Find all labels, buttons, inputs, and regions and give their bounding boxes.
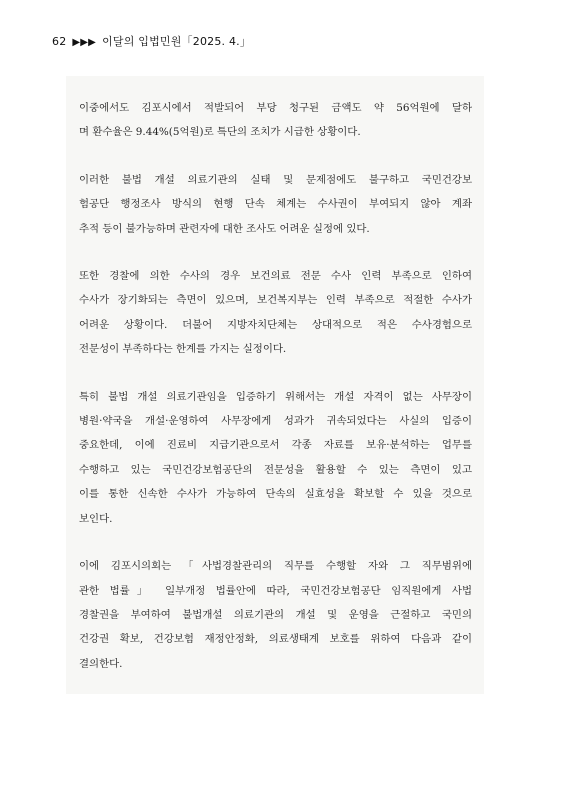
content-box xyxy=(66,76,484,694)
paragraph-line: 이에 김포시의회는 「사법경찰관리의 직무를 수행할 자와 그 직무범위에 xyxy=(79,560,472,573)
paragraph-4 xyxy=(79,385,472,531)
paragraph-line: 험공단 행정조사 방식의 현행 단속 체계는 수사권이 부여되지 않아 계좌 xyxy=(79,198,472,211)
publication-title: 이달의 입법민원「2025. 4.」 xyxy=(102,35,252,48)
paragraph-line: 수행하고 있는 국민건강보험공단의 전문성을 활용할 수 있는 측면이 있고 xyxy=(79,463,472,476)
paragraph-5 xyxy=(79,554,472,676)
paragraph-line: 관한 법률」 일부개정 법률안에 따라, 국민건강보험공단 임직원에게 사법 xyxy=(79,584,472,597)
paragraph-line: 또한 경찰에 의한 수사의 경우 보건의료 전문 수사 인력 부족으로 인하여 xyxy=(79,270,472,283)
paragraph-2 xyxy=(79,168,472,241)
paragraph-line: 특히 불법 개설 의료기관임을 입증하기 위해서는 개설 자격이 없는 사무장이 xyxy=(79,390,472,403)
paragraph-line: 어려운 상황이다. 더불어 지방자치단체는 상대적으로 적은 수사경험으로 xyxy=(79,318,472,331)
paragraph-1 xyxy=(79,96,472,145)
paragraph-line: 병원·약국을 개설·운영하여 사무장에게 성과가 귀속되었다는 사실의 입증이 xyxy=(79,415,472,428)
paragraph-line: 이중에서도 김포시에서 적발되어 부당 청구된 금액도 약 56억원에 달하 xyxy=(79,102,472,114)
arrow-icon: ▶▶▶ xyxy=(72,37,97,48)
paragraph-line: 추적 등이 불가능하며 관련자에 대한 조사도 어려운 실정에 있다. xyxy=(79,222,370,235)
paragraph-line: 이러한 불법 개설 의료기관의 실태 및 문제점에도 불구하고 국민건강보 xyxy=(79,173,472,186)
paragraph-line: 결의한다. xyxy=(79,657,123,670)
paragraph-line: 건강권 확보, 건강보험 재정안정화, 의료생태계 보호를 위하여 다음과 같이 xyxy=(79,633,472,646)
page-header xyxy=(52,33,251,49)
paragraph-line: 이를 통한 신속한 수사가 가능하여 단속의 실효성을 확보할 수 있을 것으로 xyxy=(79,488,472,501)
page-number: 62 xyxy=(52,35,67,48)
paragraph-line: 중요한데, 이에 진료비 지급기관으로서 각종 자료를 보유·분석하는 업무를 xyxy=(79,439,472,452)
paragraph-line: 경찰권을 부여하여 불법개설 의료기관의 개설 및 운영을 근절하고 국민의 xyxy=(79,608,472,621)
paragraph-line: 보인다. xyxy=(79,512,113,525)
paragraph-line: 수사가 장기화되는 측면이 있으며, 보건복지부는 인력 부족으로 적절한 수사가 xyxy=(79,294,472,307)
paragraph-line: 전문성이 부족하다는 한계를 가지는 실정이다. xyxy=(79,343,287,356)
paragraph-line: 며 환수율은 9.44%(5억원)로 특단의 조치가 시급한 상황이다. xyxy=(79,126,361,139)
paragraph-3 xyxy=(79,264,472,362)
